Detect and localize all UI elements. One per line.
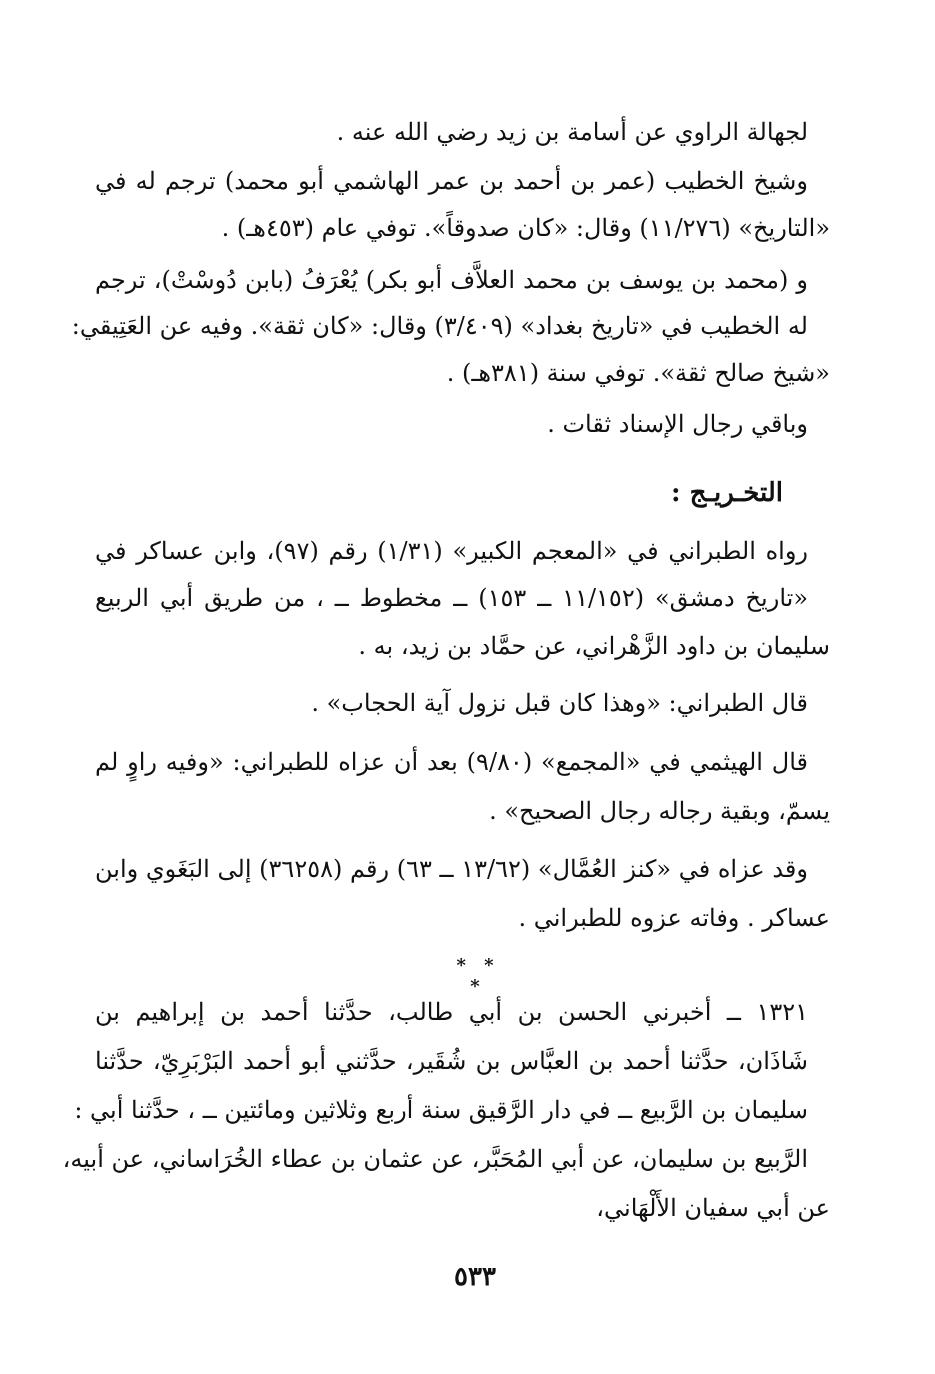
text-line: رواه الطبراني في «المعجم الكبير» (١/٣١) رقم (٩٧)، وابن عساكر في	[95, 537, 809, 565]
text-line: له الخطيب في «تاريخ بغداد» (٣/٤٠٩) وقال: «كان ثقة». وفيه عن العَتِيقي:	[71, 312, 808, 340]
text-line: يسمّ، وبقية رجاله رجال الصحيح» .	[489, 797, 830, 825]
text-line: قال الطبراني: «وهذا كان قبل نزول آية الحجاب» .	[311, 689, 808, 717]
text-line: سليمان بن الرَّبيع ــ في دار الرَّقيق سنة أربع وثلاثين ومائتين ــ ، حدَّثنا أبي :	[74, 1096, 808, 1124]
text-line: قال الهيثمي في «المجمع» (٩/٨٠) بعد أن عزاه للطبراني: «وفيه راوٍ لم	[95, 748, 808, 776]
text-line: وباقي رجال الإسناد ثقات .	[547, 410, 808, 438]
text-line: وقد عزاه في «كنز العُمَّال» (١٣/٦٢ ــ ٦٣) رقم (٣٦٢٥٨) إلى البَغَوي وابن	[95, 855, 808, 883]
text-line: ١٣٢١ ــ أخبرني الحسن بن أبي طالب، حدَّثنا أحمد بن إبراهيم بن	[95, 998, 808, 1026]
text-line: شَاذَان، حدَّثنا أحمد بن العبَّاس بن شُقَير، حدَّثني أبو أحمد البَرْبَرِيّ، حدَّثنا	[95, 1047, 808, 1075]
text-line: و (محمد بن يوسف بن محمد العلاَّف أبو بكر) يُعْرَفُ (بابن دُوسْتْ)، ترجم	[95, 266, 808, 294]
section-separator: * * *	[456, 955, 500, 997]
text-line: «شيخ صالح ثقة». توفي سنة (٣٨١هـ) .	[446, 359, 830, 387]
text-line: عساكر . وفاته عزوه للطبراني .	[518, 904, 830, 932]
section-heading: التخـريـج :	[670, 478, 783, 508]
text-line: لجهالة الراوي عن أسامة بن زيد رضي الله عنه .	[336, 118, 808, 146]
page-number: ٥٣٣	[454, 1262, 496, 1292]
text-line: الرَّبيع بن سليمان، عن أبي المُحَبَّر، عن عثمان بن عطاء الخُرَاساني، عن أبيه،	[62, 1145, 808, 1173]
text-line: عن أبي سفيان الأَلْهَاني،	[596, 1194, 830, 1222]
text-line: «تاريخ دمشق» (١١/١٥٢ ــ ١٥٣) ــ مخطوط ــ ، من طريق أبي الربيع	[95, 584, 808, 612]
text-line: سليمان بن داود الزَّهْراني، عن حمَّاد بن زيد، به .	[358, 632, 830, 660]
text-line: «التاريخ» (١١/٢٧٦) وقال: «كان صدوقاً». توفي عام (٤٥٣هـ) .	[221, 214, 830, 242]
text-line: وشيخ الخطيب (عمر بن أحمد بن عمر الهاشمي أبو محمد) ترجم له في	[95, 167, 808, 195]
